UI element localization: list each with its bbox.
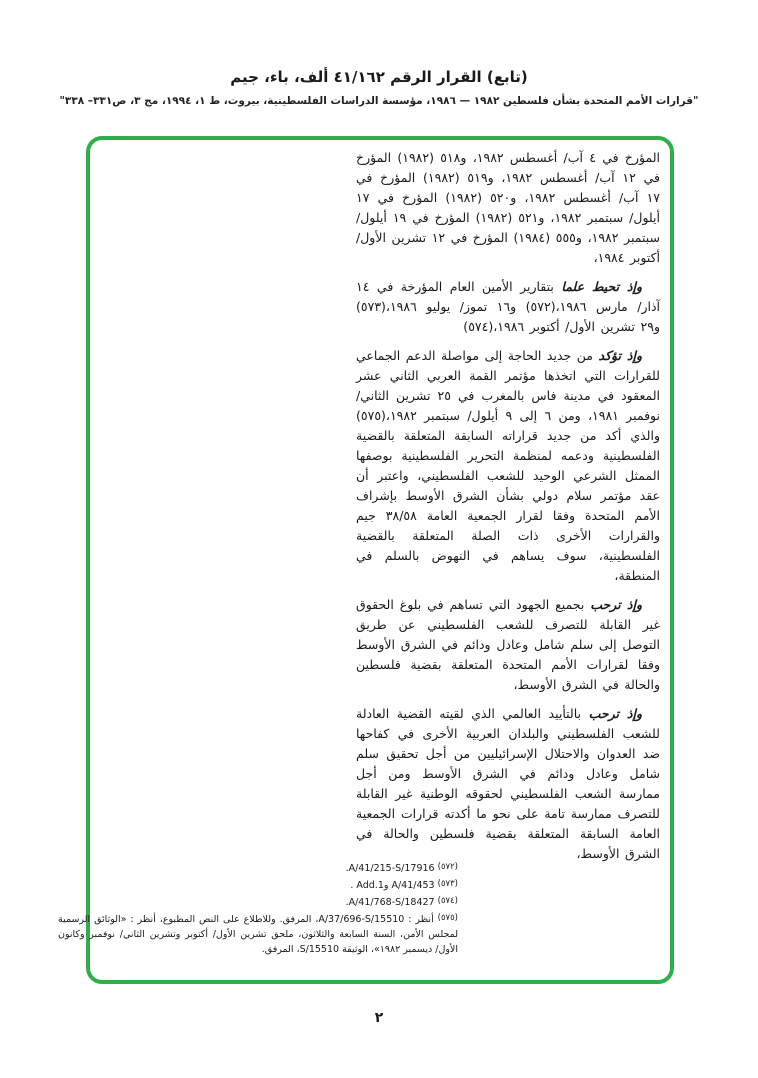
paragraph-text: من جديد الحاجة إلى مواصلة الدعم الجماعي للقرارات التي اتخذها مؤتمر القمة العربي الثاني عشر المعقود في مدينة فاس بالمغرب في ٢٥ تشرين الثاني/ نوفمبر ١٩٨١، ومن ٦ إلى ٩ أيلول/ سبتمبر ١٩٨٢،(٥٧٥) والذي أكد من جديد قراراته السابقة المتعلقة بالقضية الفلسطينية ودعمه لمنظمة التحرير الفلسطينية بوصفها الممثل الشرعي الوحيد للشعب الفلسطيني، واعتبر أن عقد مؤتمر سلام دولي بشأن الشرق الأوسط بإشراف الأمم المتحدة وفقا لقرار الجمعية العامة ٣٨/٥٨ جيم والقرارات الأخرى ذات الصلة المتعلقة بالقضية الفلسطينية، سوف يساهم في النهوض بالسلم في المنطقة، — [356, 348, 660, 583]
footnote — [58, 860, 458, 876]
footnote — [58, 911, 458, 957]
footnote-text: A/41/768-S/18427. — [345, 897, 435, 908]
page-header — [0, 68, 758, 107]
paragraph — [356, 277, 660, 337]
footnote-marker: (٥٧٢) — [437, 862, 458, 872]
document-title: (تابع) القرار الرقم ٤١/١٦٢ ألف، باء، جيم — [230, 68, 528, 86]
footnote-text: A/41/453 وAdd.1 . — [350, 880, 435, 891]
footnote — [58, 877, 458, 893]
footnote-marker: (٥٧٤) — [437, 896, 458, 906]
paragraph-lead: وإذ ترحب — [588, 706, 642, 721]
footnote-text: A/41/215-S/17916. — [345, 863, 435, 874]
paragraph-lead: وإذ تحيط علما — [561, 279, 642, 294]
page-number: ٢ — [374, 1010, 384, 1026]
paragraph — [356, 346, 660, 586]
paragraph-lead: وإذ تؤكد — [598, 348, 642, 363]
paragraph-text: بجميع الجهود التي تساهم في بلوغ الحقوق غير القابلة للتصرف للشعب الفلسطيني عن طريق التوصل إلى سلم شامل وعادل ودائم في الشرق الأوسط وفقا لقرارات الأمم المتحدة المتعلقة بقضية فلسطين والحالة في الشرق الأوسط، — [356, 597, 660, 692]
paragraph-text: المؤرخ في ٤ آب/ أغسطس ١٩٨٢، و٥١٨ (١٩٨٢) المؤرخ في ١٢ آب/ أغسطس ١٩٨٢، و٥١٩ (١٩٨٢) المؤرخ في ١٧ آب/ أغسطس ١٩٨٢، و٥٢٠ (١٩٨٢) المؤرخ في ١٧ أيلول/ سبتمبر ١٩٨٢، و٥٢١ (١٩٨٢) المؤرخ في ١٩ أيلول/ سبتمبر ١٩٨٢، و٥٥٥ (١٩٨٤) المؤرخ في ١٢ تشرين الأول/ أكتوبر ١٩٨٤، — [356, 150, 661, 265]
footnote — [58, 894, 458, 910]
resolution-body — [356, 148, 660, 873]
paragraph — [356, 148, 660, 268]
footnotes-section — [58, 860, 458, 958]
paragraph-text: بتقارير الأمين العام المؤرخة في ١٤ آذار/ مارس ١٩٨٦،(٥٧٢) و١٦ تموز/ يوليو ١٩٨٦،(٥٧٣) و٢٩ تشرين الأول/ أكتوبر ١٩٨٦،(٥٧٤) — [356, 279, 661, 334]
paragraph — [356, 704, 660, 864]
paragraph — [356, 595, 660, 695]
footnote-text: أنظر : A/37/696-S/15510، المرفق. وللاطلاع على النص المطبوع، أنظر : «الوثائق الرسمية لمجلس الأمن، السنة السابعة والثلاثون، ملحق تشرين الأول/ أكتوبر وتشرين الثاني/ نوفمبر وكانون الأول/ ديسمبر ١٩٨٢»، الوثيقة S/15510، المرفق. — [58, 914, 458, 955]
paragraph-lead: وإذ ترحب — [590, 597, 642, 612]
footnote-marker: (٥٧٣) — [437, 879, 458, 889]
footnote-marker: (٥٧٥) — [437, 913, 458, 923]
paragraph-text: بالتأييد العالمي الذي لقيته القضية العادلة للشعب الفلسطيني والبلدان العربية الأخرى في كفاحها ضد العدوان والاحتلال الإسرائيليين من أجل تحقيق سلم شامل وعادل ودائم في الشرق الأوسط ومن أجل ممارسة الشعب الفلسطيني لحقوقه الوطنية غير القابلة للتصرف ممارسة تامة على نحو ما أكدته قرارات الجمعية العامة السابقة المتعلقة بقضية فلسطين والحالة في الشرق الأوسط، — [356, 706, 660, 861]
source-citation: "قرارات الأمم المتحدة بشأن فلسطين ١٩٨٢ — ١٩٨٦، مؤسسة الدراسات الفلسطينية، بيروت، ط ١، ١٩٩٤، مج ٣، ص٣٣١– ٣٣٨" — [59, 95, 699, 107]
